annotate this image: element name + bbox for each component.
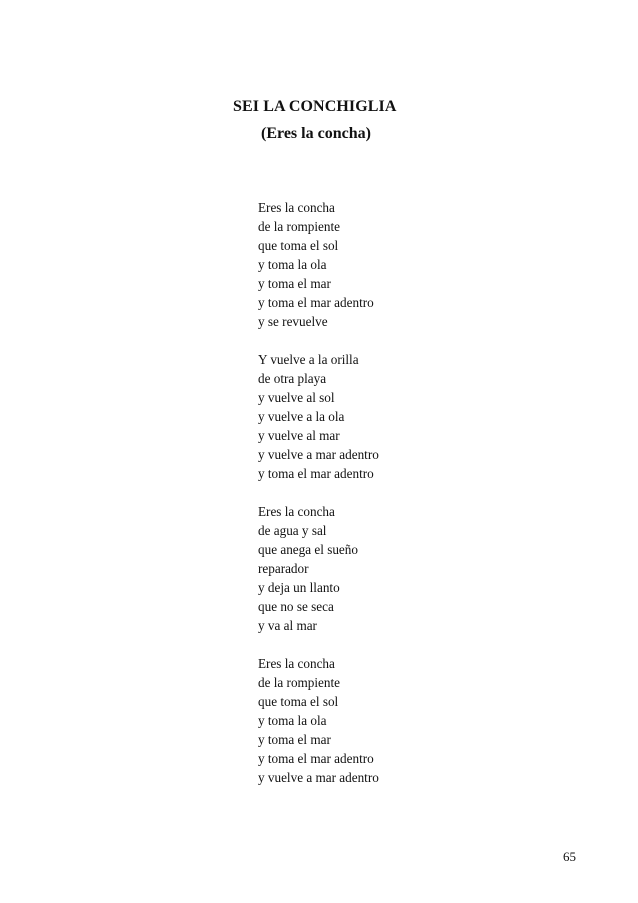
- verse-line: y vuelve al sol: [258, 390, 335, 405]
- verse-line: Eres la concha: [258, 200, 335, 215]
- poem-title: SEI LA CONCHIGLIA: [233, 98, 397, 115]
- stanza-4: [258, 654, 379, 787]
- stanza-1: [258, 198, 379, 331]
- verse-line: y va al mar: [258, 618, 317, 633]
- verse-line: Eres la concha: [258, 504, 335, 519]
- verse-line: Eres la concha: [258, 656, 335, 671]
- verse-line: de otra playa: [258, 371, 327, 386]
- verse-line: y toma el mar: [258, 276, 331, 291]
- verse-line: y deja un llanto: [258, 580, 340, 595]
- verse-line: de la rompiente: [258, 675, 341, 690]
- verse-line: que anega el sueño: [258, 542, 358, 557]
- verse-line: y vuelve al mar: [258, 428, 340, 443]
- verse-line: y toma el mar adentro: [258, 466, 374, 481]
- verse-line: y toma la ola: [258, 713, 327, 728]
- verse-line: y se revuelve: [258, 314, 328, 329]
- verse-line: de la rompiente: [258, 219, 341, 234]
- verse-line: Y vuelve a la orilla: [258, 352, 359, 367]
- page-number: 65: [563, 849, 576, 864]
- poem-body: [258, 198, 379, 806]
- verse-line: de agua y sal: [258, 523, 327, 538]
- verse-line: que toma el sol: [258, 238, 339, 253]
- verse-line: y vuelve a mar adentro: [258, 770, 379, 785]
- stanza-2: [258, 350, 379, 483]
- verse-line: y vuelve a la ola: [258, 409, 345, 424]
- verse-line: y toma el mar: [258, 732, 331, 747]
- verse-line: que no se seca: [258, 599, 334, 614]
- poem-subtitle: (Eres la concha): [261, 125, 371, 142]
- verse-line: reparador: [258, 561, 309, 576]
- verse-line: y toma el mar adentro: [258, 751, 374, 766]
- verse-line: y toma el mar adentro: [258, 295, 374, 310]
- verse-line: que toma el sol: [258, 694, 339, 709]
- stanza-3: [258, 502, 379, 635]
- verse-line: y vuelve a mar adentro: [258, 447, 379, 462]
- verse-line: y toma la ola: [258, 257, 327, 272]
